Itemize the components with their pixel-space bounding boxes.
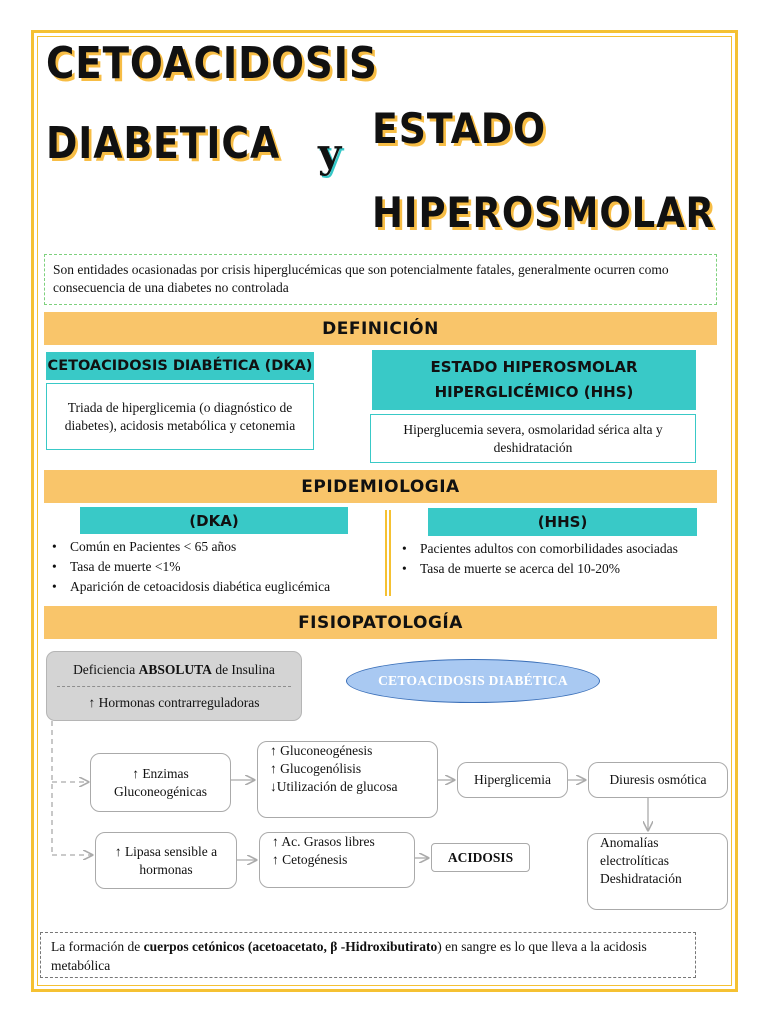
fisiopatologia-heading: FISIOPATOLOGÍA xyxy=(44,606,717,639)
lipase-box xyxy=(95,832,237,889)
footer-note: La formación de cuerpos cetónicos (acetoacetato, β -Hidroxibutirato) en sangre es lo que lleva a la acidosis metabólica xyxy=(40,932,696,978)
list-item: • Tasa de muerte se acerca del 10-20% xyxy=(396,559,678,579)
hormones-text: ↑ Hormonas contrarreguladoras xyxy=(88,695,260,710)
dehydration-text: Deshidratación xyxy=(600,871,682,886)
enzymes-line-2: Gluconeogénicas xyxy=(114,783,207,799)
dka-definition-text: Triada de hiperglicemia (o diagnóstico de diabetes), acidosis metabólica y cetonemia xyxy=(46,383,314,450)
hhs-definition-title: ESTADO HIPEROSMOLAR HIPERGLICÉMICO (HHS) xyxy=(372,350,696,410)
anomalies-line-1: Anomalías xyxy=(600,835,659,850)
hhs-definition-text: Hiperglucemia severa, osmolaridad sérica alta y deshidratación xyxy=(370,414,696,463)
glucose-production-box xyxy=(257,741,438,818)
hyperglycemia-box: Hiperglicemia xyxy=(457,762,568,798)
anomalies-line-2: electrolíticas xyxy=(600,853,669,868)
definicion-heading: DEFINICIÓN xyxy=(44,312,717,345)
list-item: • Común en Pacientes < 65 años xyxy=(46,537,330,557)
glycogenolysis-text: ↑ Glucogenólisis xyxy=(270,761,362,776)
dka-definition-title: CETOACIDOSIS DIABÉTICA (DKA) xyxy=(46,352,314,380)
title-line-3: ESTADO xyxy=(372,104,547,153)
acidosis-box: ACIDOSIS xyxy=(431,843,530,872)
title-connector: y xyxy=(318,130,343,177)
lipase-line-1: ↑ Lipasa sensible a xyxy=(114,843,218,859)
lipase-line-2: hormonas xyxy=(139,861,193,877)
electrolyte-box xyxy=(587,833,728,910)
gluconeogenesis-text: ↑ Gluconeogénesis xyxy=(270,743,373,758)
ketogenesis-text: ↑ Cetogénesis xyxy=(272,852,348,867)
hhs-epi-title: (HHS) xyxy=(428,508,697,536)
glucose-utilization-text: ↓Utilización de glucosa xyxy=(270,779,398,794)
dka-oval-label: CETOACIDOSIS DIABÉTICA xyxy=(346,659,600,703)
insulin-deficiency-text: Deficiencia ABSOLUTA de Insulina xyxy=(73,662,275,677)
enzymes-box xyxy=(90,753,231,812)
title-line-2: DIABETICA xyxy=(46,118,281,169)
epidemiologia-heading: EPIDEMIOLOGIA xyxy=(44,470,717,503)
intro-text: Son entidades ocasionadas por crisis hiperglucémicas que son potencialmente fatales, generalmente ocurren como consecuencia de una diabetes no controlada xyxy=(44,254,717,305)
dka-epi-title: (DKA) xyxy=(80,507,348,534)
list-item: • Tasa de muerte <1% xyxy=(46,557,330,577)
fatty-acids-box xyxy=(259,832,415,888)
list-item: • Pacientes adultos con comorbilidades asociadas xyxy=(396,539,678,559)
list-item: • Aparición de cetoacidosis diabética euglicémica xyxy=(46,577,330,597)
enzymes-line-1: ↑ Enzimas xyxy=(132,765,189,781)
osmotic-diuresis-box: Diuresis osmótica xyxy=(588,762,728,798)
title-line-1: CETOACIDOSIS xyxy=(46,38,378,89)
title-line-4: HIPEROSMOLAR xyxy=(372,188,715,237)
fatty-acids-text: ↑ Ac. Grasos libres xyxy=(272,834,375,849)
